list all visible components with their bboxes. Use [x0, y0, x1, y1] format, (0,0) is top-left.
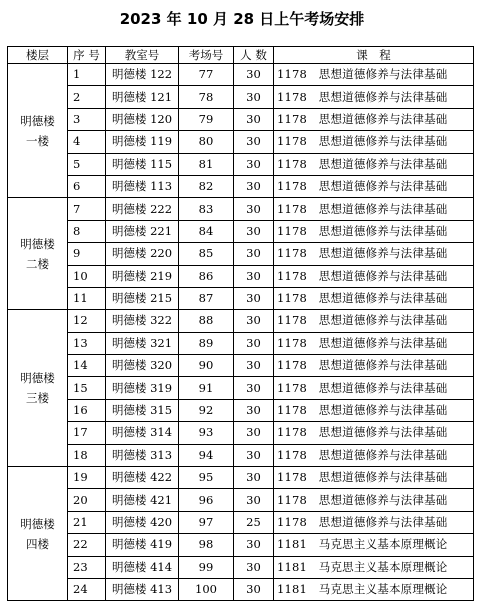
- seq-cell: 23: [68, 556, 106, 578]
- table-row: [8, 220, 474, 242]
- table-row: [8, 489, 474, 511]
- exam-no-cell: 88: [179, 310, 234, 332]
- count-cell: 30: [234, 86, 274, 108]
- exam-no-cell: 85: [179, 243, 234, 265]
- floor-label-line: 明德楼: [20, 236, 55, 251]
- seq-cell: 18: [68, 444, 106, 466]
- course-cell: 1178 思想道德修养与法律基础: [274, 467, 474, 489]
- table-row: [8, 131, 474, 153]
- table-row: [8, 355, 474, 377]
- room-cell: 明德楼 222: [106, 198, 179, 220]
- course-cell: 1178 思想道德修养与法律基础: [274, 243, 474, 265]
- seq-cell: 6: [68, 175, 106, 197]
- count-cell: 30: [234, 175, 274, 197]
- count-cell: 30: [234, 153, 274, 175]
- page-title: 2023 年 10 月 28 日上午考场安排: [119, 10, 365, 28]
- course-cell: 1178 思想道德修养与法律基础: [274, 399, 474, 421]
- seq-cell: 14: [68, 355, 106, 377]
- room-cell: 明德楼 113: [106, 175, 179, 197]
- seq-cell: 15: [68, 377, 106, 399]
- exam-no-cell: 83: [179, 198, 234, 220]
- table-row: [8, 153, 474, 175]
- room-cell: 明德楼 319: [106, 377, 179, 399]
- exam-no-cell: 98: [179, 534, 234, 556]
- course-cell: 1178 思想道德修养与法律基础: [274, 310, 474, 332]
- course-cell: 1178 思想道德修养与法律基础: [274, 131, 474, 153]
- exam-no-cell: 96: [179, 489, 234, 511]
- course-cell: 1181 马克思主义基本原理概论: [274, 578, 474, 600]
- floor-cell: [8, 198, 68, 310]
- exam-no-cell: 99: [179, 556, 234, 578]
- table-body: [8, 64, 474, 601]
- course-cell: 1178 思想道德修养与法律基础: [274, 422, 474, 444]
- room-cell: 明德楼 320: [106, 355, 179, 377]
- floor-label-line: 明德楼: [20, 516, 55, 531]
- seq-cell: 8: [68, 220, 106, 242]
- exam-no-cell: 87: [179, 287, 234, 309]
- exam-no-cell: 92: [179, 399, 234, 421]
- count-cell: 30: [234, 265, 274, 287]
- room-cell: 明德楼 414: [106, 556, 179, 578]
- header-row: [8, 47, 474, 64]
- exam-no-cell: 81: [179, 153, 234, 175]
- seq-cell: 7: [68, 198, 106, 220]
- room-cell: 明德楼 220: [106, 243, 179, 265]
- room-cell: 明德楼 219: [106, 265, 179, 287]
- exam-no-cell: 89: [179, 332, 234, 354]
- floor-label-line: 明德楼: [20, 113, 55, 128]
- table-row: [8, 64, 474, 86]
- seq-cell: 13: [68, 332, 106, 354]
- seq-cell: 21: [68, 511, 106, 533]
- exam-no-cell: 100: [179, 578, 234, 600]
- seq-cell: 1: [68, 64, 106, 86]
- course-cell: 1178 思想道德修养与法律基础: [274, 444, 474, 466]
- room-cell: 明德楼 315: [106, 399, 179, 421]
- exam-no-cell: 95: [179, 467, 234, 489]
- floor-label-line: 一楼: [26, 133, 49, 148]
- floor-cell: [8, 467, 68, 601]
- seq-cell: 4: [68, 131, 106, 153]
- count-cell: 30: [234, 332, 274, 354]
- count-cell: 30: [234, 399, 274, 421]
- course-cell: 1178 思想道德修养与法律基础: [274, 332, 474, 354]
- seq-cell: 17: [68, 422, 106, 444]
- exam-no-cell: 80: [179, 131, 234, 153]
- course-cell: 1178 思想道德修养与法律基础: [274, 64, 474, 86]
- table-row: [8, 108, 474, 130]
- exam-no-cell: 79: [179, 108, 234, 130]
- header-course: 课 程: [274, 47, 474, 64]
- count-cell: 25: [234, 511, 274, 533]
- table-row: [8, 399, 474, 421]
- seq-cell: 16: [68, 399, 106, 421]
- count-cell: 30: [234, 198, 274, 220]
- table-row: [8, 310, 474, 332]
- count-cell: 30: [234, 467, 274, 489]
- table-row: [8, 534, 474, 556]
- floor-label-line: 四楼: [26, 536, 49, 551]
- header-floor: 楼层: [8, 47, 68, 64]
- count-cell: 30: [234, 377, 274, 399]
- table-row: [8, 198, 474, 220]
- header-exam-no: 考场号: [179, 47, 234, 64]
- course-cell: 1178 思想道德修养与法律基础: [274, 175, 474, 197]
- table-row: [8, 511, 474, 533]
- floor-cell: [8, 64, 68, 198]
- room-cell: 明德楼 321: [106, 332, 179, 354]
- room-cell: 明德楼 421: [106, 489, 179, 511]
- seq-cell: 5: [68, 153, 106, 175]
- count-cell: 30: [234, 422, 274, 444]
- seq-cell: 20: [68, 489, 106, 511]
- table-row: [8, 556, 474, 578]
- course-cell: 1181 马克思主义基本原理概论: [274, 534, 474, 556]
- course-cell: 1178 思想道德修养与法律基础: [274, 265, 474, 287]
- table-row: [8, 578, 474, 600]
- count-cell: 30: [234, 534, 274, 556]
- table-row: [8, 86, 474, 108]
- room-cell: 明德楼 313: [106, 444, 179, 466]
- exam-no-cell: 82: [179, 175, 234, 197]
- course-cell: 1178 思想道德修养与法律基础: [274, 377, 474, 399]
- table-row: [8, 243, 474, 265]
- seq-cell: 11: [68, 287, 106, 309]
- count-cell: 30: [234, 355, 274, 377]
- seq-cell: 2: [68, 86, 106, 108]
- room-cell: 明德楼 221: [106, 220, 179, 242]
- count-cell: 30: [234, 489, 274, 511]
- seq-cell: 9: [68, 243, 106, 265]
- exam-no-cell: 78: [179, 86, 234, 108]
- count-cell: 30: [234, 556, 274, 578]
- room-cell: 明德楼 322: [106, 310, 179, 332]
- exam-schedule-table: [7, 46, 474, 601]
- header-seq: 序 号: [68, 47, 106, 64]
- table-row: [8, 377, 474, 399]
- count-cell: 30: [234, 131, 274, 153]
- table-row: [8, 467, 474, 489]
- floor-cell: [8, 310, 68, 467]
- exam-no-cell: 94: [179, 444, 234, 466]
- count-cell: 30: [234, 444, 274, 466]
- floor-label-line: 三楼: [26, 391, 49, 406]
- course-cell: 1178 思想道德修养与法律基础: [274, 287, 474, 309]
- room-cell: 明德楼 121: [106, 86, 179, 108]
- count-cell: 30: [234, 287, 274, 309]
- table-row: [8, 175, 474, 197]
- room-cell: 明德楼 119: [106, 131, 179, 153]
- course-cell: 1178 思想道德修养与法律基础: [274, 220, 474, 242]
- count-cell: 30: [234, 578, 274, 600]
- seq-cell: 19: [68, 467, 106, 489]
- exam-no-cell: 93: [179, 422, 234, 444]
- exam-no-cell: 90: [179, 355, 234, 377]
- room-cell: 明德楼 419: [106, 534, 179, 556]
- table-row: [8, 332, 474, 354]
- course-cell: 1178 思想道德修养与法律基础: [274, 86, 474, 108]
- count-cell: 30: [234, 64, 274, 86]
- room-cell: 明德楼 120: [106, 108, 179, 130]
- exam-no-cell: 84: [179, 220, 234, 242]
- seq-cell: 24: [68, 578, 106, 600]
- table-row: [8, 422, 474, 444]
- floor-label-line: 二楼: [26, 256, 49, 271]
- course-cell: 1178 思想道德修养与法律基础: [274, 489, 474, 511]
- course-cell: 1178 思想道德修养与法律基础: [274, 511, 474, 533]
- table-row: [8, 444, 474, 466]
- exam-no-cell: 86: [179, 265, 234, 287]
- room-cell: 明德楼 420: [106, 511, 179, 533]
- floor-label-line: 明德楼: [20, 371, 55, 386]
- course-cell: 1178 思想道德修养与法律基础: [274, 198, 474, 220]
- count-cell: 30: [234, 108, 274, 130]
- table-row: [8, 287, 474, 309]
- seq-cell: 22: [68, 534, 106, 556]
- seq-cell: 3: [68, 108, 106, 130]
- course-cell: 1178 思想道德修养与法律基础: [274, 108, 474, 130]
- course-cell: 1178 思想道德修养与法律基础: [274, 355, 474, 377]
- room-cell: 明德楼 122: [106, 64, 179, 86]
- room-cell: 明德楼 422: [106, 467, 179, 489]
- count-cell: 30: [234, 220, 274, 242]
- room-cell: 明德楼 215: [106, 287, 179, 309]
- seq-cell: 10: [68, 265, 106, 287]
- header-room: 教室号: [106, 47, 179, 64]
- exam-no-cell: 77: [179, 64, 234, 86]
- seq-cell: 12: [68, 310, 106, 332]
- room-cell: 明德楼 115: [106, 153, 179, 175]
- table-row: [8, 265, 474, 287]
- course-cell: 1181 马克思主义基本原理概论: [274, 556, 474, 578]
- exam-no-cell: 91: [179, 377, 234, 399]
- room-cell: 明德楼 314: [106, 422, 179, 444]
- course-cell: 1178 思想道德修养与法律基础: [274, 153, 474, 175]
- exam-no-cell: 97: [179, 511, 234, 533]
- count-cell: 30: [234, 310, 274, 332]
- room-cell: 明德楼 413: [106, 578, 179, 600]
- count-cell: 30: [234, 243, 274, 265]
- header-count: 人 数: [234, 47, 274, 64]
